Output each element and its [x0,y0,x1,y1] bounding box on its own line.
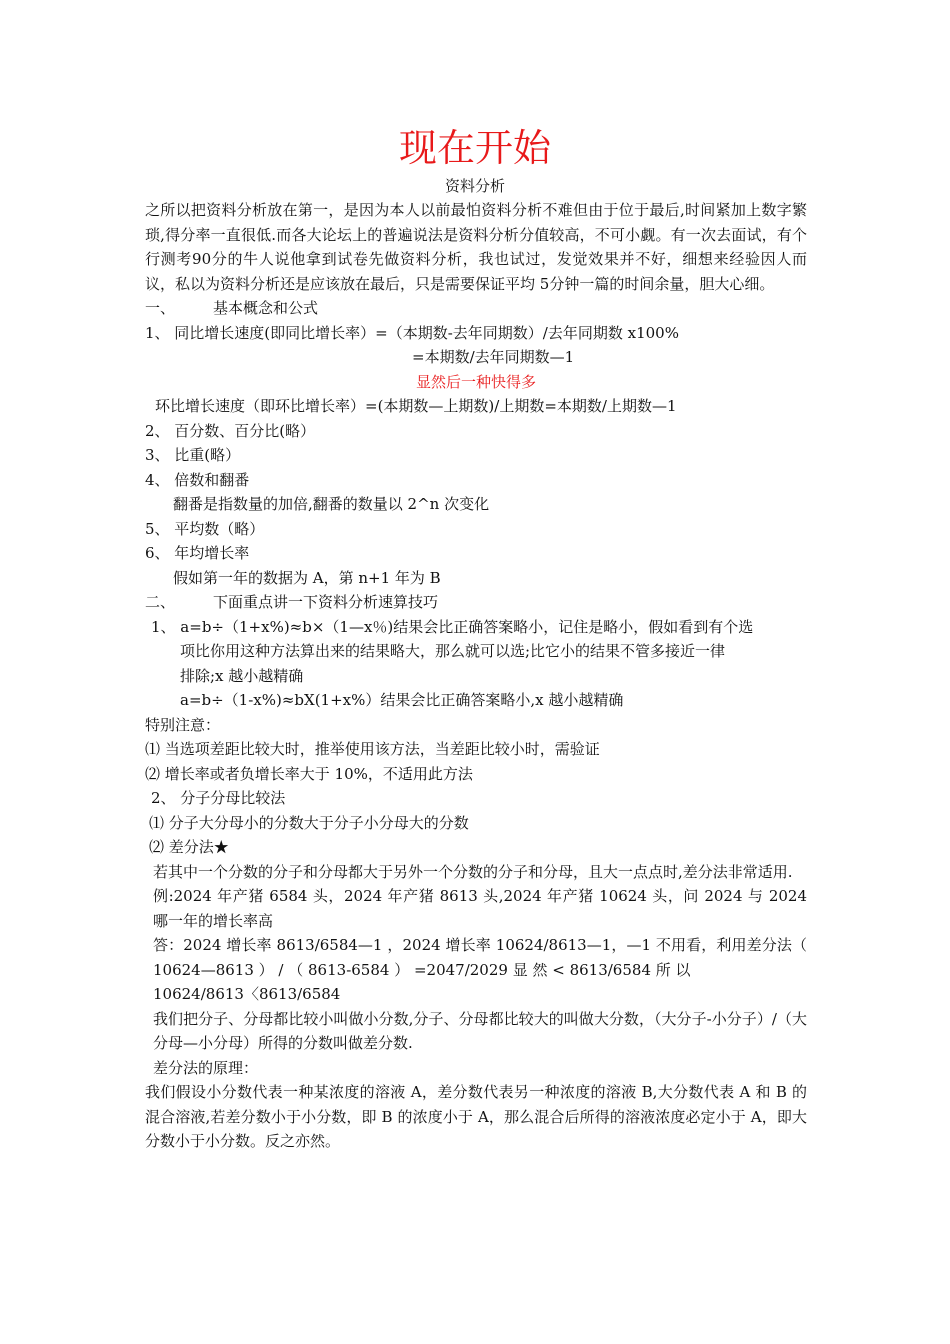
tip1-head: 1、 a=b÷（1+x%)≈b×（1—x％)结果会比正确答案略小，记住是略小，假如看到有个选 [151,617,754,636]
list-item-annual-growth: 6、 年均增长率 [145,544,250,562]
section-title: 下面重点讲一下资料分析速算技巧 [213,593,439,611]
list-item-multiple-desc: 翻番是指数量的加倍,翻番的数量以 2^n 次变化 [173,495,490,513]
formula-yoy-simplified: =本期数/去年同期数—1 [412,348,575,366]
special-note-label: 特别注意： [145,715,221,734]
section-heading-1 [145,296,807,321]
special-note-1: ⑴ 当选项差距比较大时，推举使用该方法，当差距比较小时，需验证 [145,740,600,758]
formula-yoy: 1、 同比增长速度(即同比增长率）=（本期数-去年同期数）/去年同期数 x100% [145,323,679,342]
intro-paragraph: 之所以把资料分析放在第一，是因为本人以前最怕资料分析不难但由于位于最后,时间紧加上数字繁琐,得分率一直很低.而各大论坛上的普遍说法是资料分析分值较高，不可小觑。有一次去面试，有个行测考90分的牛人说他拿到试卷先做资料分析，我也试过，发觉效果并不好，细想来经验因人而议，私以为资料分析还是应该放在最后，只是需要保证平均 5分钟一篇的时间余量，胆大心细。 [145,201,807,293]
formula-mom: 环比增长速度（即环比增长率）=(本期数—上期数)/上期数=本期数/上期数—1 [155,397,677,415]
example-answer: 答：2024 增长率 8613/6584—1 ，2024 增长率 10624/8613—1，—1 不用看，利用差分法（ 10624—8613 ） / （ 8613-6584 ） =2047/2029 显 然 < 8613/6584 所 以 [153,936,807,979]
list-item-proportion: 3、 比重(略） [145,446,241,464]
highlight-note: 显然后一种快得多 [415,372,536,391]
tip2-point-2-desc: 若其中一个分数的分子和分母都大于另外一个分数的分子和分母，且大一点点时,差分法非常适用. [153,862,793,881]
list-item-average: 5、 平均数（略） [145,519,265,538]
difference-method-explanation: 我们把分子、分母都比较小叫做小分数,分子、分母都比较大的叫做大分数，（大分子-小分子）/（大分母—小分母）所得的分数叫做差分数. [153,1009,807,1052]
section-title: 基本概念和公式 [213,299,319,317]
tip1-formula-2: a=b÷（1-x%)≈bX(1+x%）结果会比正确答案略小,x 越小越精确 [180,691,624,709]
principle-paragraph: 我们假设小分数代表一种某浓度的溶液 A，差分数代表另一种浓度的溶液 B,大分数代表 A 和 B 的混合溶液,若差分数小于小分数，即 B 的浓度小于 A，那么混合后所得的溶液浓度必定小于 A，即大分数小于小分数。反之亦然。 [145,1083,807,1150]
tip2-point-2: ⑵ 差分法★ [149,838,229,856]
special-note-2: ⑵ 增长率或者负增长率大于 10%，不适用此方法 [145,764,473,783]
document-body [145,198,807,1154]
list-item-percent: 2、 百分数、百分比(略） [145,421,316,440]
list-item-annual-growth-desc: 假如第一年的数据为 A，第 n+1 年为 B [173,568,441,587]
page-subtitle: 资料分析 [444,177,505,195]
tip2-point-1: ⑴ 分子大分母小的分数大于分子小分母大的分数 [149,813,469,832]
section-number: 二、 [145,593,176,611]
example-answer-result: 10624/8613〈8613/6584 [153,985,341,1003]
section-heading-2 [145,590,807,615]
page-title: 现在开始 [398,126,551,170]
example-question: 例:2024 年产猪 6584 头，2024 年产猪 8613 头,2024 年产猪 10624 头，问 2024 与 2024 哪一年的增长率高 [153,887,807,930]
principle-label: 差分法的原理： [153,1058,259,1077]
tip2-head: 2、 分子分母比较法 [151,789,286,807]
section-number: 一、 [145,299,176,317]
list-item-multiple: 4、 倍数和翻番 [145,470,250,489]
tip1-continuation-1: 项比你用这种方法算出来的结果略大，那么就可以选;比它小的结果不管多接近一律 [180,642,726,660]
tip1-continuation-2: 排除;x 越小越精确 [180,666,304,685]
